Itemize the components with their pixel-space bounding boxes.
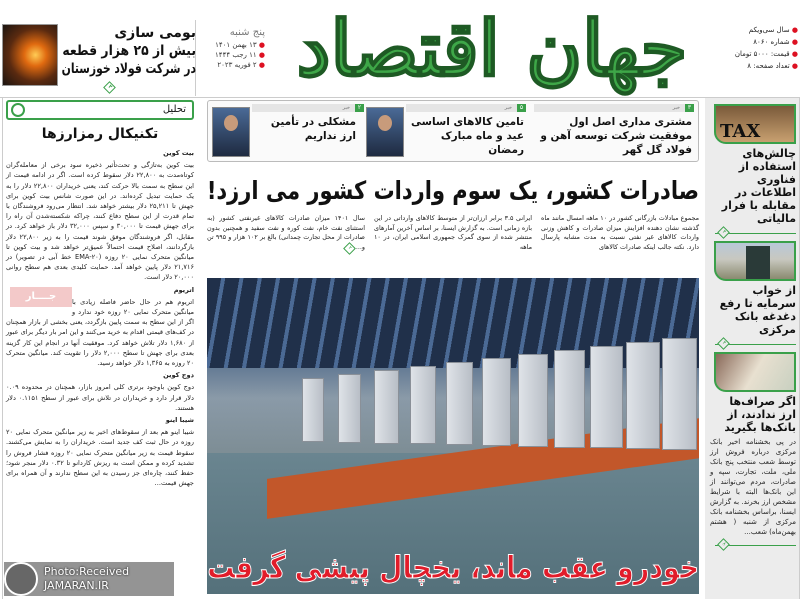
banknotes-image xyxy=(714,352,796,392)
tax-image xyxy=(714,104,796,144)
source-tag: جــــار xyxy=(10,287,72,307)
refrigerator xyxy=(410,366,436,444)
page-ref-icon: ۳ xyxy=(103,81,116,94)
section-header xyxy=(6,100,194,120)
teaser-line: در شرکت فولاد خوزستان xyxy=(61,61,196,77)
article-column xyxy=(207,214,365,253)
right-article-body: در پی بخشنامه اخیر بانک مرکزی درباره فروش ارز توسط شعب منتخب پنج بانک ملی، ملت، تجارت، سپه و صادرات، مردم می‌توانند از این بانک‌ها البته با شرایط مشخص ارز بخرند. به گزارش ایسنا، براساس بخشنامه بانک مرکزی از شنبه ( هشتم بهمن‌ماه) شعب... xyxy=(710,438,796,536)
right-column xyxy=(705,98,800,599)
subhead: بیت کوین xyxy=(163,149,194,157)
top-teaser-headline[interactable] xyxy=(62,24,196,92)
news-title: مشتری مداری اصل اول موفقیت شرکت توسعه آهن و فولاد گل گهر xyxy=(540,116,692,156)
date-gregorian: ۲ فوریه ۲۰۲۳ xyxy=(217,61,257,69)
refrigerator xyxy=(482,358,511,446)
column-text: سال ۱۴۰۱ میزان صادرات کالاهای غیرنفتی کشور (به استثنای نفت خام، نفت کوره و نفت سفید و همچنین بدون صادرات از محل تجارت چمدانی) بالغ بر ۱۰۲ هزار و ۹۹۵ تن و... xyxy=(207,214,365,251)
right-headline[interactable]: از خواب سرمایه تا رفع دغدغه بانک مرکزی xyxy=(719,284,796,336)
refrigerator xyxy=(338,374,361,443)
article-column: مجموع مبادلات بازرگانی کشور در ۱۰ ماهه امسال مانند ماه گذشته نشان دهنده افزایش میزان صادرات و کاهش وزنی واردات کالاهای غیر نفتی نسبت به مدت مشابه پارسال دارد. نکته جالب اینکه صادرات کالاهای xyxy=(541,214,699,251)
subhead: شیبا اینو xyxy=(165,416,194,425)
paragraph: دوج کوین باوجود برتری کلی امروز بازار، همچنان در محدوده ۰.۰۹ دلار قرار دارد و خریداران در تلاش برای عبور از سطح ۰.۱۱۵۱ دلار هستند. xyxy=(6,383,194,412)
article-column: ایرانی ۳.۵ برابر ارزان‌تر از متوسط کالاهای وارداتی در این بازه زمانی است. به گزارش ایسنا، بر اساس آخرین آمارهای منتشر شده از سوی گمرک جمهوری اسلامی ایران، در ۱۰ ماهه xyxy=(374,214,532,251)
page-number: ۳ xyxy=(685,104,694,112)
section-label: تحلیل xyxy=(162,104,186,115)
teaser-line: بومی سازی xyxy=(114,25,196,41)
paragraph: بیت کوین به‌تازگی و تحت‌تأثیر ذخیره سود برخی از معامله‌گران کوتاه‌مدت به ۲۲,۸۰۰ دلار سقوط کرده است. اگر در ادامه قیمت از این سطح به سمت بالا حرکت کند، یعنی خریداران ۲۲,۸۰۰ دلار را به یک حمایت تبدیل کرده‌اند. در این صورت شانس بیت کوین برای جهش تا ۲۵,۲۱۱ دلار بیشتر خواهد شد. انتظار می‌رود فروشندگان با تمام قدرت از این سطح دفاع کنند، چراکه شکسته‌شدن آن راه را برای جهش قیمت تا ۳۰,۰۰۰ و سپس ۳۲,۰۰۰ دلار باز خواهد کرد. در مقابل، اگر فروشندگان موفق شوند قیمت را به زیر ۲۲,۸۰۰ دلار بازگردانند، اصلاح قیمت احتمالاً عمیق‌تر خواهد شد و بیت کوین تا میانگین متحرک نمایی ۲۰ روزه (EMA-۲۰ خط آبی در تصویر) در ۲۱,۷۱۶ دلار پایین خواهد آمد. حمایت کلیدی بعدی هم سطح روانی ۲۰,۰۰۰ دلار است. xyxy=(6,161,195,282)
paragraph: شیبا اینو هم بعد از سقوط‌های اخیر به زیر میانگین متحرک نمایی ۲۰ روزه در حال ثبت کف جدید است. خریداران را به نمایش می‌کشند. سقوط قیمت به زیر میانگین متحرک نمایی ۲۰ روزه فشار فروش را تشدید کرده و ممکن است به ریزش کاردانو تا ۰.۳۲ دلار منجر شود؛ حفظ کنند، چاره‌ای جز رسیدن به این سطح ندارند و آن همراه برای جهش قیمت... xyxy=(6,428,194,488)
official-portrait xyxy=(212,107,250,157)
newspaper-logo: جهان اقتصاد xyxy=(296,4,688,93)
issue-info: ● سال سی‌ویکم ● شماره ۸۰۶۰ ● قیمت: ۵۰۰۰ تومان ● تعداد صفحه: ۸ xyxy=(734,26,798,70)
issue-year: سال سی‌ویکم xyxy=(748,26,790,34)
page-number: ۲ xyxy=(355,104,364,112)
refrigerator xyxy=(590,346,623,448)
watermark-line: JAMARAN.IR xyxy=(44,579,109,592)
main-article xyxy=(207,214,699,274)
factory-photo xyxy=(207,278,699,594)
news-title: تامین کالاهای اساسی عید و ماه مبارک رمضان xyxy=(411,116,524,156)
photo-watermark xyxy=(4,562,174,596)
divider xyxy=(715,339,796,349)
photo-headline[interactable]: خودرو عقب ماند، یخچال پیشی گرفت xyxy=(207,550,699,586)
news-label: خبر xyxy=(342,105,350,111)
paragraph: اتریوم هم در حال حاضر فاصله زیادی با میانگین متحرک نمایی ۲۰ روزه خود ندارد و اگر از این سطح به سمت پایین بازگردد، یعنی بخشی از بازار همچنان در کف‌های قیمتی اقدام به خرید می‌کنند و این امر بار دیگر برای عبور از ۱,۶۸۰ دلار تلاش خواهد کرد. موفقیت آنها در انجام این کار گزینه بعدی برای جهش تا سطح ۲,۰۰۰ دلار را تقویت کند. میانگین متحرک ۲۰ روزه به ۱,۳۶۵ دلار خواهد رسید. xyxy=(6,297,194,368)
main-headline[interactable]: صادرات کشور، یک سوم واردات کشور می ارزد! xyxy=(206,176,699,205)
tax-label: TAX xyxy=(720,121,761,142)
right-headline[interactable]: اگر صراف‌ها ارز ندادند، از بانک‌ها بگیرید xyxy=(724,395,796,434)
refrigerator xyxy=(626,342,660,449)
page-count: تعداد صفحه: ۸ xyxy=(747,62,790,70)
page-ref-icon: ۲ xyxy=(343,242,356,255)
steel-factory-image xyxy=(2,24,58,86)
issue-price: قیمت: ۵۰۰۰ تومان xyxy=(734,50,790,58)
news-box[interactable] xyxy=(534,104,694,160)
refrigerator xyxy=(302,378,324,442)
refrigerator xyxy=(662,338,697,450)
weekday: پنج شنبه xyxy=(229,27,265,38)
central-bank-image xyxy=(714,241,796,281)
news-row xyxy=(207,100,699,162)
news-label: خبر xyxy=(672,105,680,111)
news-title: مشکلی در تأمین ارز نداریم xyxy=(270,116,356,142)
article-title[interactable]: تکنیکال رمزارزها xyxy=(41,126,159,142)
page-ref-icon: ۸ xyxy=(717,538,730,551)
date-box: پنج شنبه ● ۱۳ بهمن ۱۴۰۱ ● ۱۱ رجب ۱۴۴۴ ● ۲ فوریه ۲۰۲۳ xyxy=(205,26,265,70)
refrigerator xyxy=(518,354,548,447)
refrigerator xyxy=(446,362,473,445)
issue-number: شماره ۸۰۶۰ xyxy=(753,38,790,46)
date-solar: ۱۳ بهمن ۱۴۰۱ xyxy=(215,41,257,49)
date-lunar: ۱۱ رجب ۱۴۴۴ xyxy=(215,51,257,59)
divider xyxy=(715,540,796,550)
news-box[interactable] xyxy=(210,104,364,160)
subhead: دوج کوین xyxy=(163,371,194,380)
official-portrait xyxy=(366,107,404,157)
page-ref-icon: ۴ xyxy=(717,226,730,239)
watermark-line: Photo:Received xyxy=(44,565,130,578)
news-box[interactable] xyxy=(366,104,526,160)
page-number: ۵ xyxy=(517,104,526,112)
bank-tower xyxy=(746,246,770,281)
section-icon xyxy=(11,103,25,117)
right-headline[interactable]: چالش‌های استفاده از فناوری اطلاعات در مقابله با فرار مالیاتی xyxy=(721,147,796,225)
page-ref-icon: ۴ xyxy=(717,337,730,350)
article-body xyxy=(6,148,194,556)
teaser-line: بیش از ۲۵ هزار قطعه xyxy=(62,43,196,59)
refrigerator xyxy=(554,350,585,448)
refrigerator xyxy=(374,370,399,444)
subhead: اتریوم xyxy=(173,285,194,294)
news-label: خبر xyxy=(504,105,512,111)
divider xyxy=(715,228,796,238)
jamaran-logo-icon xyxy=(4,562,38,596)
